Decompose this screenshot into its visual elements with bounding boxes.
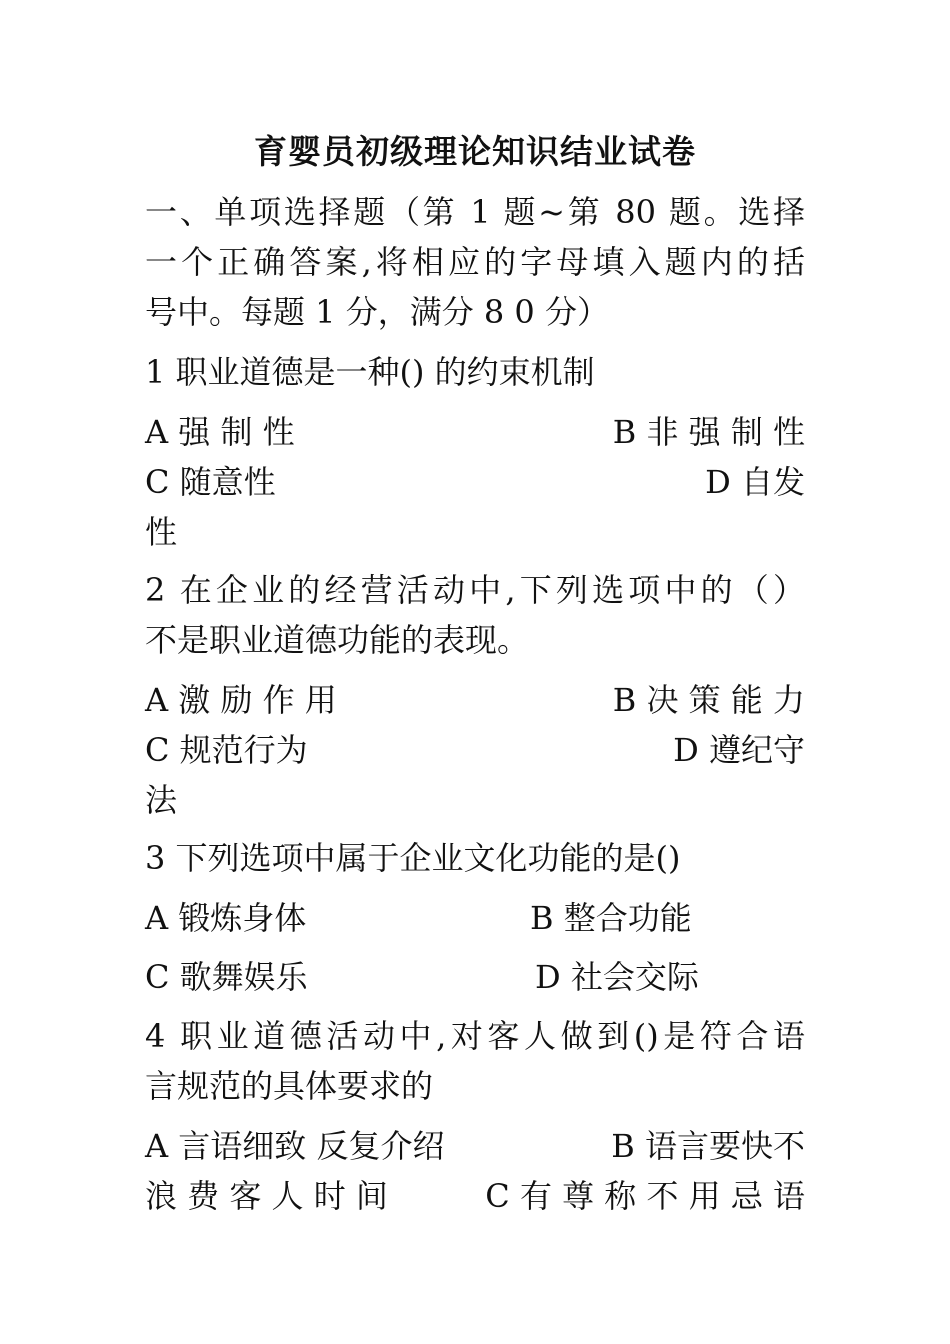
section-heading-line-1: 一、单项选择题（第 1 题~第 80 题。选择 — [145, 193, 805, 231]
question-2-stem-line-1: 2 在企业的经营活动中,下列选项中的（） — [145, 571, 805, 609]
section-heading-line-3: 号中。每题 1 分，满分 8 0 分） — [145, 293, 609, 331]
question-4-option-a: A 言语细致 反复介绍 — [145, 1127, 445, 1165]
question-4-options-row-1 — [145, 1124, 805, 1168]
question-3-option-b: B 整合功能 — [530, 899, 692, 937]
question-1-options-row-1 — [145, 410, 805, 454]
question-2-stem-line-2: 不是职业道德功能的表现。 — [145, 621, 530, 659]
question-3-options-row-2 — [145, 955, 805, 999]
page-title: 育婴员初级理论知识结业试卷 — [254, 132, 696, 171]
question-1-options-row-2 — [145, 460, 805, 504]
question-4-options-row-2 — [145, 1174, 805, 1218]
question-1-stem: 1 职业道德是一种() 的约束机制 — [145, 353, 595, 391]
question-2-option-c: C 规范行为 — [145, 731, 308, 769]
question-2-options-row-2 — [145, 728, 805, 772]
question-1-option-b: B 非 强 制 性 — [612, 413, 805, 451]
question-2-option-d-continued: 法 — [145, 781, 178, 819]
question-2-option-a: A 激 励 作 用 — [145, 681, 337, 719]
question-4-option-c: C 有 尊 称 不 用 忌 语 — [485, 1177, 805, 1215]
section-heading-line-2: 一个正确答案,将相应的字母填入题内的括 — [145, 243, 805, 281]
question-2-options-row-1 — [145, 678, 805, 722]
question-1-option-a: A 强 制 性 — [145, 413, 295, 451]
question-4-option-b: B 语言要快不 — [611, 1127, 805, 1165]
question-1-option-d: D 自发 — [705, 463, 805, 501]
question-3-option-d: D 社会交际 — [535, 958, 699, 996]
question-3-options-row-1 — [145, 896, 805, 940]
question-3-option-a: A 锻炼身体 — [145, 899, 307, 937]
question-3-stem: 3 下列选项中属于企业文化功能的是() — [145, 839, 681, 877]
question-4-stem-line-2: 言规范的具体要求的 — [145, 1067, 434, 1105]
question-3-option-c: C 歌舞娱乐 — [145, 958, 308, 996]
question-1-option-c: C 随意性 — [145, 463, 276, 501]
question-4-stem-line-1: 4 职业道德活动中,对客人做到()是符合语 — [145, 1017, 805, 1055]
question-1-option-d-continued: 性 — [145, 513, 178, 551]
question-2-option-b: B 决 策 能 力 — [612, 681, 805, 719]
question-4-option-b-continued: 浪 费 客 人 时 间 — [145, 1177, 388, 1215]
question-2-option-d: D 遵纪守 — [673, 731, 805, 769]
